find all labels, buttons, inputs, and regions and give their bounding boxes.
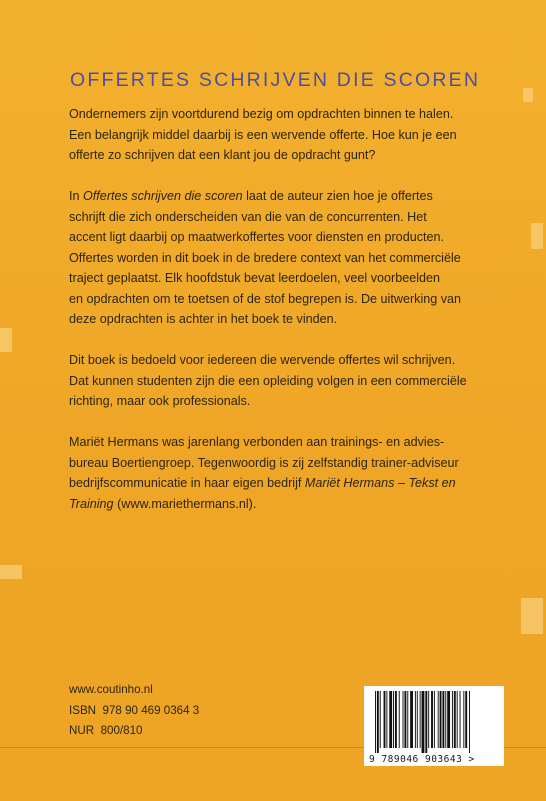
barcode-bar <box>428 691 429 748</box>
barcode-bar <box>438 691 439 748</box>
paragraph-intro <box>69 104 509 166</box>
barcode-bar <box>395 691 397 748</box>
barcode-bar <box>422 691 425 753</box>
barcode-bar <box>417 691 418 748</box>
text-fragment: In <box>69 189 84 203</box>
book-title-italic: Offertes schrijven die scoren <box>83 189 243 203</box>
barcode-bar <box>463 691 464 748</box>
text-line: bureau Boertiengroep. Tegenwoordig is zij zelfstandig trainer-adviseur <box>69 455 459 470</box>
decor-square <box>531 223 543 249</box>
barcode-bar <box>425 691 427 753</box>
text-line: Ondernemers zijn voortdurend bezig om opdrachten binnen te halen. <box>69 107 454 121</box>
blurb <box>69 104 509 535</box>
barcode-bar <box>384 691 386 748</box>
text-line: Dit boek is bedoeld voor iedereen die wervende offertes wil schrijven. <box>69 353 456 367</box>
text-fragment: laat de auteur zien hoe je offertes <box>242 189 433 203</box>
barcode-bar <box>465 691 467 748</box>
barcode-bar <box>440 691 442 748</box>
nur-label: NUR <box>69 724 95 737</box>
barcode-bar <box>420 691 421 748</box>
barcode-bar <box>445 691 446 748</box>
text-line: en opdrachten om te toetsen of de stof begrepen is. De uitwerking van <box>69 291 462 306</box>
text-line: traject geplaatst. Elk hoofdstuk bevat leerdoelen, veel voorbeelden <box>69 271 441 285</box>
barcode-bar <box>454 691 456 748</box>
barcode-bar <box>403 691 404 748</box>
text-line: offerte zo schrijven dat een klant jou de opdracht gunt? <box>69 148 376 162</box>
text-line: Dat kunnen studenten zijn die een opleiding volgen in een commerciële <box>69 373 467 388</box>
barcode-bar <box>389 691 392 748</box>
barcode-bar <box>452 691 453 748</box>
barcode-bar <box>469 691 470 753</box>
barcode-bar <box>410 691 413 748</box>
text-line <box>69 186 509 207</box>
isbn-label: ISBN <box>69 703 97 717</box>
isbn-row <box>69 701 199 722</box>
barcode-bar <box>434 691 435 748</box>
text-fragment: (www.mariethermans.nl). <box>113 496 257 511</box>
paragraph-author <box>69 432 509 514</box>
publisher-website: www.coutinho.nl <box>69 683 153 696</box>
text-line: Een belangrijk middel daarbij is een wervende offerte. Hoe kun je een <box>69 127 457 142</box>
barcode-bar <box>404 691 406 748</box>
barcode-bar <box>457 691 458 748</box>
decor-square <box>0 565 22 579</box>
decor-square <box>0 328 12 352</box>
barcode-bar <box>380 691 381 748</box>
text-fragment: bedrijfscommunicatie in haar eigen bedrijf <box>69 476 305 490</box>
publisher-info <box>69 680 199 742</box>
nur-value: 800/810 <box>100 724 143 737</box>
barcode-bar <box>460 691 461 748</box>
text-line <box>69 473 509 494</box>
barcode-bar <box>442 691 444 748</box>
company-name-italic: Training <box>69 496 114 511</box>
paragraph-content <box>69 186 509 330</box>
paragraph-audience <box>69 350 509 412</box>
decor-square <box>521 598 543 634</box>
barcode-icon <box>373 691 497 753</box>
barcode-bar <box>415 691 416 748</box>
nur-row <box>69 721 199 742</box>
barcode-bar <box>377 691 379 753</box>
text-line: schrijft die zich onderscheiden van die van de concurrenten. Het <box>69 209 427 224</box>
barcode-bar <box>431 691 433 748</box>
company-name-italic: Mariët Hermans – Tekst en <box>304 476 456 490</box>
text-line: deze opdrachten is achter in het boek te vinden. <box>69 312 338 326</box>
barcode-bar <box>447 691 450 748</box>
isbn-value: 978 90 469 0364 3 <box>102 703 200 717</box>
decor-square <box>523 88 533 102</box>
barcode-bar <box>399 691 400 748</box>
book-title: OFFERTES SCHRIJVEN DIE SCOREN <box>70 69 481 92</box>
barcode-bar <box>393 691 394 748</box>
text-line: richting, maar ook professionals. <box>69 394 251 408</box>
barcode-bar <box>375 691 376 753</box>
text-line: Offertes worden in dit boek in de bredere context van het commerciële <box>69 250 461 265</box>
text-line: Mariët Hermans was jarenlang verbonden aan trainings- en advies- <box>69 435 445 449</box>
barcode-digits: 9 789046 903643 > <box>369 754 475 765</box>
text-line <box>69 494 509 515</box>
barcode-bar <box>407 691 408 748</box>
barcode-bar <box>386 691 387 748</box>
text-line: accent ligt daarbij op maatwerkoffertes voor diensten en producten. <box>69 230 445 244</box>
